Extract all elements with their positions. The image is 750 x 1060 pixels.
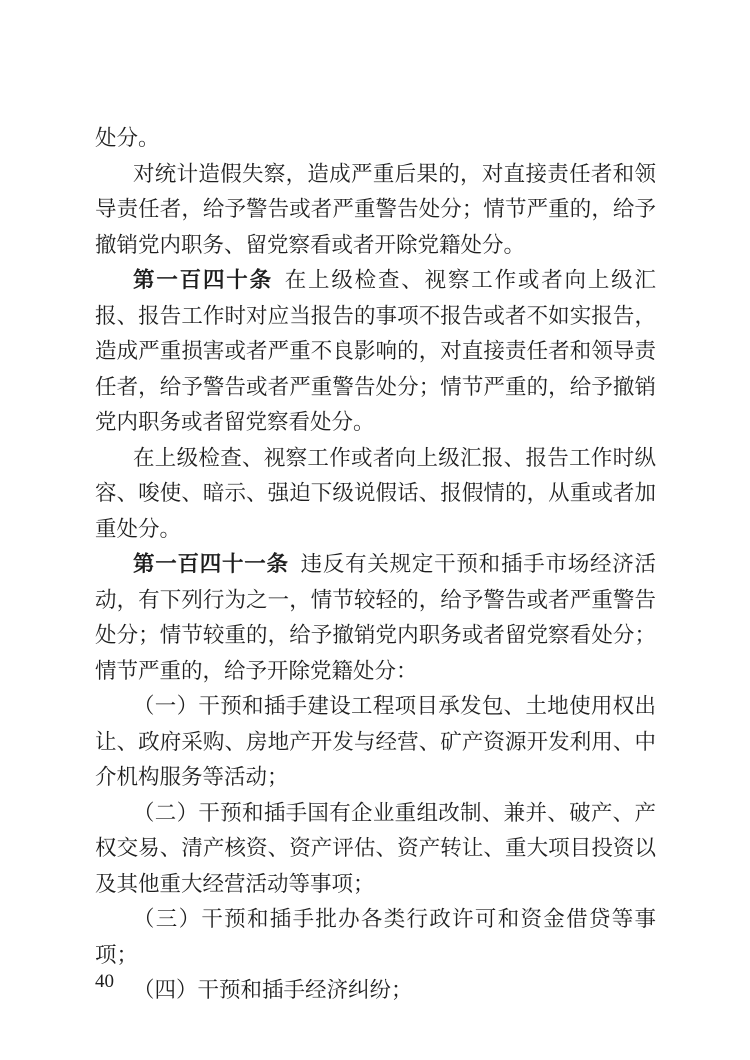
body-paragraph-article-141 [95,547,656,689]
paragraph-text: （一）干预和插手建设工程项目承发包、土地使用权出让、政府采购、房地产开发与经营、矿产资源开发利用、中介机构服务等活动； [95,694,656,789]
paragraph-text: （二）干预和插手国有企业重组改制、兼并、破产、产权交易、清产核资、资产评估、资产转让、重大项目投资以及其他重大经营活动等事项； [95,800,656,896]
list-item-1 [95,689,656,796]
document-body [95,121,656,1009]
paragraph-text: 违反有关规定干预和插手市场经济活动，有下列行为之一，情节较轻的，给予警告或者严重警告处分；情节较重的，给予撤销党内职务或者留党察看处分；情节严重的，给予开除党籍处分： [95,552,656,683]
body-paragraph-article-140 [95,263,656,441]
paragraph-text: 在上级检查、视察工作或者向上级汇报、报告工作时纵容、唆使、暗示、强迫下级说假话、报假情的，从重或者加重处分。 [95,445,656,541]
paragraph-text: （三）干预和插手批办各类行政许可和资金借贷等事项； [95,907,656,967]
paragraph-text: （四）干预和插手经济纠纷； [133,978,413,1002]
paragraph-text: 处分。 [95,126,160,150]
list-item-2 [95,796,656,903]
list-item-3 [95,902,656,973]
list-item-4 [95,973,656,1009]
article-number: 第一百四十一条 [133,552,289,576]
body-paragraph [95,157,656,264]
body-paragraph [95,441,656,548]
body-paragraph [95,121,656,157]
paragraph-text: 在上级检查、视察工作或者向上级汇报、报告工作时对应当报告的事项不报告或者不如实报告，造成严重损害或者严重不良影响的，对直接责任者和领导责任者，给予警告或者严重警告处分；情节严重的，给予撤销党内职务或者留党察看处分。 [95,268,656,434]
paragraph-text: 对统计造假失察，造成严重后果的，对直接责任者和领导责任者，给予警告或者严重警告处分；情节严重的，给予撤销党内职务、留党察看或者开除党籍处分。 [95,161,656,257]
page-number: 40 [95,971,114,992]
article-number: 第一百四十条 [133,268,273,292]
